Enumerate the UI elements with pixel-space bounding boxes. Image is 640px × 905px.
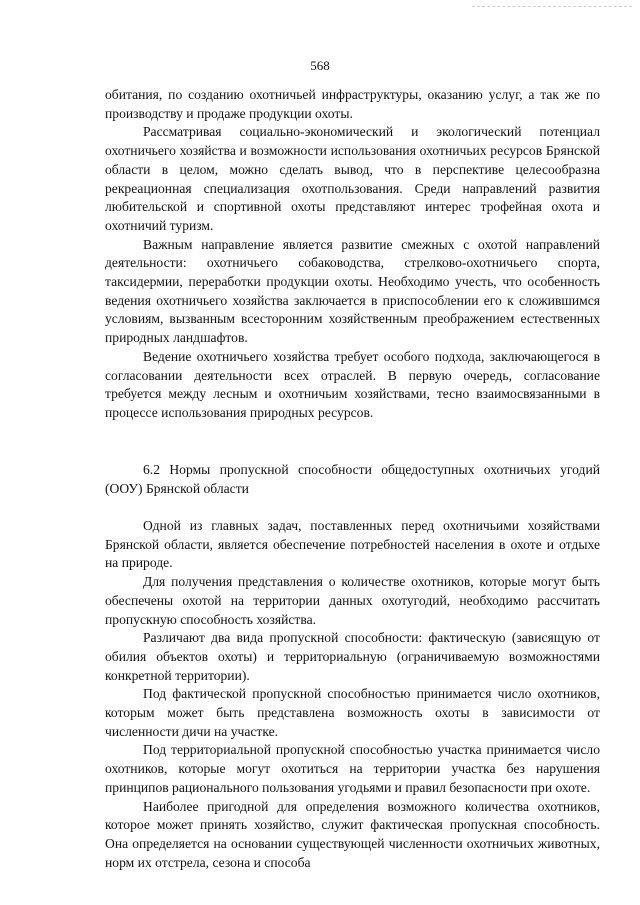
section-heading: 6.2 Нормы пропускной способности общедоступных охотничьих угодий (ООУ) Брянской области bbox=[105, 462, 600, 496]
paragraph: обитания, по созданию охотничьей инфраструктуры, оказанию услуг, а так же по производству и продаже продукции охоты. bbox=[105, 87, 600, 121]
page-number: 568 bbox=[310, 58, 330, 73]
paragraph: Важным направление является развитие смежных с охотой направлений деятельности: охотничьего собаководства, стрелково-охотничьего спорта, таксидермии, переработки продукции охоты. Необходимо учесть, что особенность ведения охотничьего хозяйства заключается в приспособлении его к сложившимся условиям, вызванным всесторонним хозяйственным преображением естественных природных ландшафтов. bbox=[105, 236, 600, 346]
paragraph: Различают два вида пропускной способности: фактическую (зависящую от обилия объектов охоты) и территориальную (ограничиваемую возможностями конкретной территории). bbox=[105, 630, 600, 683]
paragraph: Ведение охотничьего хозяйства требует особого подхода, заключающегося в согласовании деятельности всех отраслей. В первую очередь, согласование требуется между лесным и охотничьим хозяйствами, тесно взаимосвязанными в процессе использования природных ресурсов. bbox=[105, 348, 600, 420]
scan-edge-line bbox=[472, 6, 632, 7]
body-text-top bbox=[105, 86, 600, 423]
paragraph: Рассматривая социально-экономический и экологический потенциал охотничьего хозяйства и возможности использования охотничьих ресурсов Брянской области в целом, можно сделать вывод, что в перспективе целесообразна рекреационная специализация охотпользования. Среди направлений развития любительской и спортивной охоты представляют интерес трофейная охота и охотничий туризм. bbox=[105, 124, 600, 233]
paragraph: Одной из главных задач, поставленных перед охотничьими хозяйствами Брянской области, является обеспечение потребностей населения в охоте и отдыхе на природе. bbox=[105, 518, 600, 571]
paragraph: Под территориальной пропускной способностью участка принимается число охотников, которые могут охотиться на территории участка без нарушения принципов рационального пользования угодьями и правил безопасности при охоте. bbox=[105, 742, 600, 795]
body-text-bottom bbox=[105, 517, 600, 872]
paragraph: Для получения представления о количестве охотников, которые могут быть обеспечены охотой на территории данных охотугодий, необходимо рассчитать пропускную способность хозяйства. bbox=[105, 574, 600, 627]
paragraph: Наиболее пригодной для определения возможного количества охотников, которое может принять хозяйство, служит фактическая пропускная способность. Она определяется на основании существующей численности охотничьих животных, норм их отстрела, сезона и способа bbox=[105, 798, 600, 870]
paragraph: Под фактической пропускной способностью принимается число охотников, которым может быть представлена возможность охоты в зависимости от численности дичи на участке. bbox=[105, 686, 600, 739]
